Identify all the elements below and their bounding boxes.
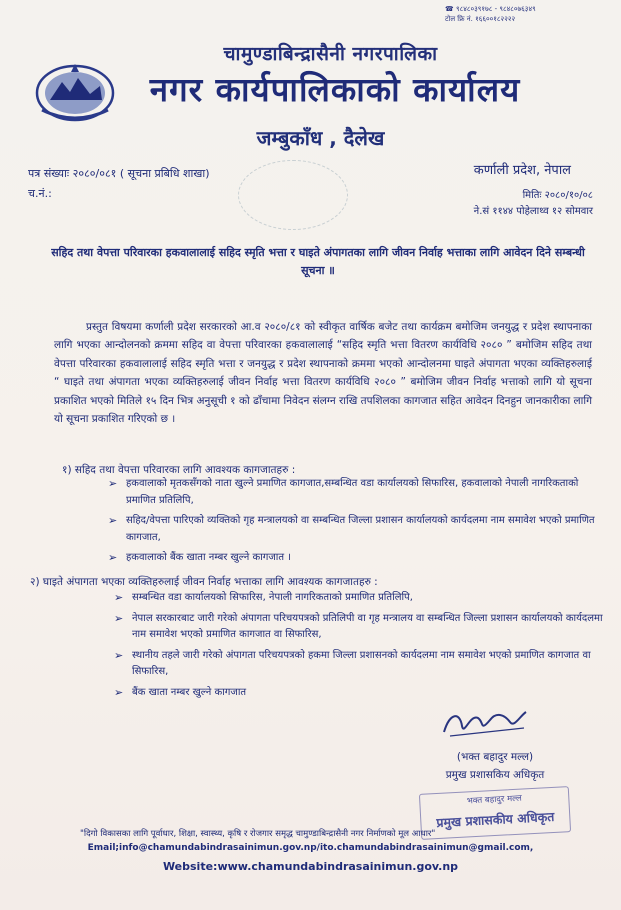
org-location: जम्बुकाँध , दैलेख [256,126,385,150]
seal-name: भक्त बहादुर मल्ल [466,793,523,807]
footer-website: Website:www.chamundabindrasainimun.gov.np [162,860,459,873]
list-item-text: स्थानीय तहले जारी गरेको अंपागता परिचयपत्रको हकमा जिल्ला प्रशासनको कार्यदलमा नाम समावेश भएको प्रमाणित कागजात वा सिफारिस, [132,649,591,677]
phone-numbers [445,4,595,24]
arrow-bullet-icon: ➢ [108,477,118,490]
arrow-bullet-icon: ➢ [114,685,124,699]
arrow-bullet-icon: ➢ [108,514,118,527]
signatory-block [430,748,560,784]
list-item [108,550,598,567]
signatory-designation: प्रमुख प्रशासकिय अधिकृत [445,769,545,781]
footer-email: Email;info@chamundabindrasainimun.gov.np/ito.chamundabindrasainimun@gmail.com, [87,843,534,853]
seal-title: प्रमुख प्रशासकीय अधिकृत [435,808,555,831]
org-municipality-name: चामुण्डाबिन्द्रासैनी नगरपालिका [223,43,438,65]
list-item-text: सहिद/वेपत्ता पारिएको व्यक्तिको गृह मन्त्रालयको वा सम्बन्धित जिल्ला प्रशासन कार्यालयको कार्यदलमा नाम समावेश भएको प्रमाणित कागजात, [126,515,595,543]
list-item [114,611,604,644]
list-item [114,648,604,681]
arrow-bullet-icon: ➢ [114,591,124,604]
date-block [474,188,593,220]
date-bs: मितिः २०८०/१०/०८ [522,190,593,201]
phone-line-2: टोल फ्रि नं. १६६००१८२२२२ [445,15,516,23]
date-nepal-sambat: ने.सं ११४४ पोहेलाथ्व १२ सोमवार [473,206,593,217]
section1-list [108,476,598,571]
notice-subject: सहिद तथा वेपत्ता परिवारका हकवालालाई सहिद स्मृति भत्ता र घाइते अंपागतका लागि जीवन निर्वाह भत्ताका लागि आवेदन दिने सम्बन्धी सूचना ॥ [51,246,585,277]
letter-reference-number: पत्र संख्याः २०८०/०८१ ( सूचना प्रबिधि शाखा) [28,167,210,180]
province-name: कर्णाली प्रदेश, नेपाल [473,163,571,178]
list-item-text: हकवालाको बैंक खाता नम्बर खुल्ने कागजात । [126,552,292,563]
arrow-bullet-icon: ➢ [114,611,124,625]
faint-stamp [238,160,348,230]
list-item [108,476,598,509]
section1-title: १) सहिद तथा वेपत्ता परिवारका लागि आवश्यक कागजातहरु : [62,464,296,476]
list-item [114,590,604,607]
list-item [108,513,598,546]
section2-title: २) घाइते अंपागता भएका व्यक्तिहरुलाई जीवन निर्वाह भत्ताका लागि आवश्यक कागजातहरु : [30,576,378,588]
list-item-text: नेपाल सरकारबाट जारी गरेको अंपागता परिचयपत्रको प्रतिलिपी वा गृह मन्त्रालय वा सम्बन्धित जिल्ला प्रशासन कार्यालयको कार्यदलमा नाम समावेश भएको प्रमाणित कागजात वा सिफारिस, [132,612,603,640]
phone-line-1: ☎ ९८४८०३९१७८ - ९८४८०७६३४९ [445,5,536,13]
list-item [114,685,604,702]
list-item-text: बैंक खाता नम्बर खुल्ने कागजात [132,686,247,698]
dispatch-number-label: च.नं.: [28,187,52,200]
handwritten-signature [440,706,530,740]
org-office-name: नगर कार्यपालिकाको कार्यालय [149,70,521,109]
list-item-text: हकवालाको मृतकसँगको नाता खुल्ने प्रमाणित कागजात,सम्बन्धित वडा कार्यालयको सिफारिस, हकवालाको नेपाली नागरिकताको प्रमाणित प्रतिलिपि, [126,478,579,506]
arrow-bullet-icon: ➢ [114,648,124,662]
notice-body: प्रस्तुत विषयमा कर्णाली प्रदेश सरकारको आ.व २०८०/८१ को स्वीकृत वार्षिक बजेट तथा कार्यक्रम बमोजिम जनयुद्ध र प्रदेश स्थापनाका लागि भएका आन्दोलनको क्रममा सहिद वा वेपत्ता परिवारका हकवालालाई “सहिद स्मृति भत्ता वितरण कार्यविधि २०८० ” बमोजिम सहिद तथा वेपत्ता परिवारका हकवालालाई सहिद स्मृति भत्ता र जनयुद्ध र प्रदेश स्थापनाको क्रममा भएको आन्दोलनमा घाइते अंपागता भएका व्यक्तिहरुलाई “ घाइते तथा अंपागता भएका व्यक्तिहरुलाई जीवन निर्वाह भत्ता वितरण कार्यविधि २०८० ” बमोजिम जीवन निर्वाह भत्ताको लागि यो सूचना प्रकाशित भएको मितिले १५ दिन भित्र अनुसूची १ को ढाँचामा निवेदन संलग्न राखि तपशिलका कागजात सहित आवेदन दिनहुन जानकारीका लागि यो सूचना प्रकाशित गरिएको छ । [54,321,592,426]
signatory-name: (भक्त बहादुर मल्ल) [456,751,534,763]
section2-list [114,590,604,705]
arrow-bullet-icon: ➢ [108,551,118,564]
list-item-text: सम्बन्धित वडा कार्यालयको सिफारिस, नेपाली नागरिकताको प्रमाणित प्रतिलिपि, [132,592,413,603]
footer-slogan: "दिगो विकासका लागि पूर्वाधार, शिक्षा, स्वास्थ्य, कृषि र रोजगार समृद्ध चामुण्डाबिन्द्रासैनी नगर निर्माणको मूल आधार" [80,829,436,839]
